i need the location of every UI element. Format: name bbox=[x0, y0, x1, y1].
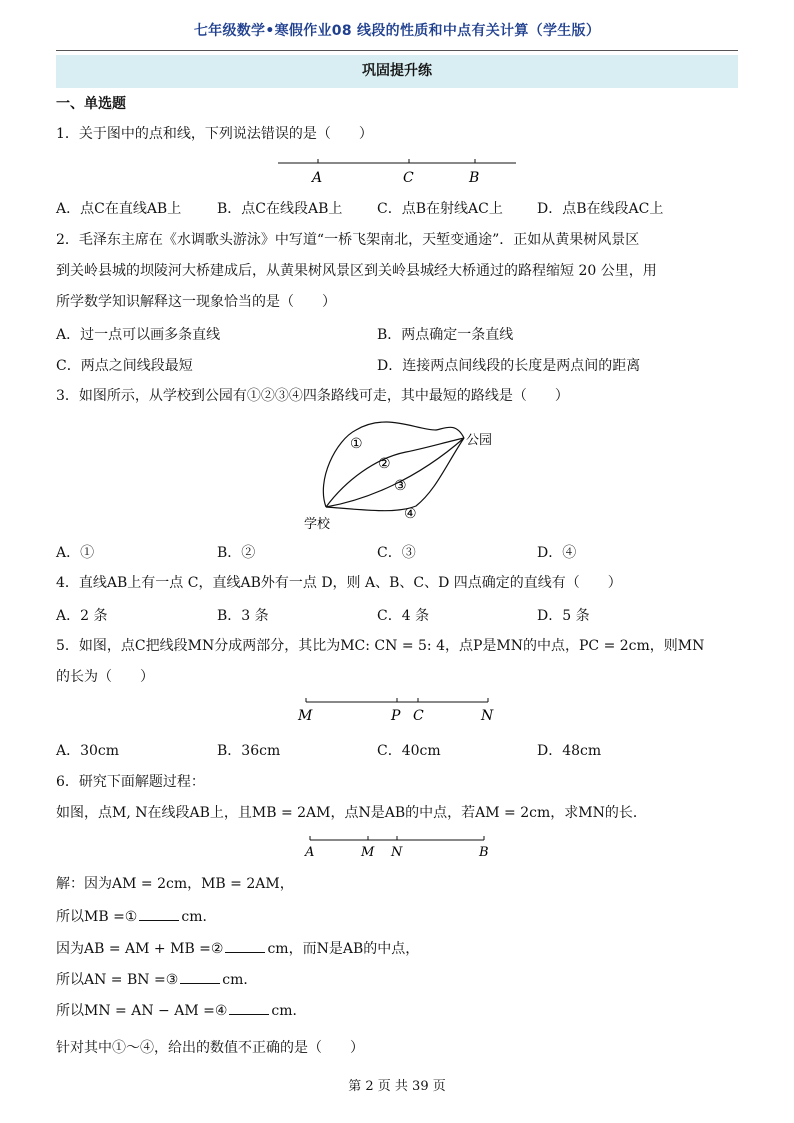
page-number: 第 2 页 共 39 页 bbox=[348, 1079, 446, 1094]
q4-option-b[interactable]: B．3 条 bbox=[217, 608, 269, 624]
q2-stem-line-3: 所学数学知识解释这一现象恰当的是（ ） bbox=[56, 294, 336, 310]
q2-stem-line-1: 2．毛泽东主席在《水调歌头游泳》中写道“一桥飞架南北，天堑变通途”．正如从黄果树风景区 bbox=[56, 232, 640, 248]
q4-option-a[interactable]: A．2 条 bbox=[56, 608, 108, 624]
q2-option-b[interactable]: B．两点确定一条直线 bbox=[377, 327, 514, 343]
q5-option-d[interactable]: D．48cm bbox=[537, 743, 602, 759]
q3-option-c[interactable]: C．③ bbox=[377, 545, 416, 561]
header-divider bbox=[56, 50, 738, 51]
q6-label-n: N bbox=[391, 845, 403, 860]
q1-label-b: B bbox=[469, 170, 480, 186]
q4-stem: 4．直线AB上有一点 C，直线AB外有一点 D，则 A、B、C、D 四点确定的直线有（ ） bbox=[56, 575, 622, 591]
route-4-path bbox=[326, 438, 464, 511]
q6-stem: 6．研究下面解题过程： bbox=[56, 774, 205, 790]
q5-label-m: M bbox=[298, 708, 313, 724]
q6-solution-line-1 bbox=[56, 874, 294, 894]
q1-option-c[interactable]: C．点B在射线AC上 bbox=[377, 201, 503, 217]
park-label: 公园 bbox=[466, 433, 493, 448]
q3-route-figure bbox=[296, 410, 516, 536]
q6-solution-unit: cm． bbox=[181, 909, 217, 925]
q1-label-a: A bbox=[312, 170, 323, 186]
q6-solution-text: 所以MB =① bbox=[56, 909, 138, 925]
q6-label-a: A bbox=[305, 845, 315, 860]
q1-stem: 1．关于图中的点和线，下列说法错误的是（ ） bbox=[56, 126, 373, 142]
school-label: 学校 bbox=[304, 517, 331, 532]
section-heading: 一、单选题 bbox=[56, 96, 126, 112]
route-2-label: ② bbox=[378, 456, 391, 472]
q5-option-b[interactable]: B．36cm bbox=[217, 743, 281, 759]
q6-solution-unit: cm，而N是AB的中点， bbox=[267, 941, 420, 957]
q2-option-d[interactable]: D．连接两点间线段的长度是两点间的距离 bbox=[377, 358, 641, 374]
q6-solution-line-5 bbox=[56, 1000, 307, 1021]
q6-problem: 如图，点M, N在线段AB上，且MB = 2AM，点N是AB的中点，若AM = 2cm，求MN的长． bbox=[56, 805, 647, 821]
q5-label-n: N bbox=[481, 708, 494, 724]
q5-option-c[interactable]: C．40cm bbox=[377, 743, 441, 759]
q2-option-c[interactable]: C．两点之间线段最短 bbox=[56, 358, 193, 374]
q2-option-a[interactable]: A．过一点可以画多条直线 bbox=[56, 327, 221, 343]
q6-solution-line-2 bbox=[56, 906, 216, 927]
q6-question: 针对其中①～④，给出的数值不正确的是（ ） bbox=[56, 1040, 364, 1056]
answer-blank-3[interactable] bbox=[180, 969, 220, 984]
q6-segment-figure bbox=[300, 832, 500, 862]
route-1-path bbox=[323, 422, 464, 507]
q3-option-b[interactable]: B．② bbox=[217, 545, 256, 561]
route-3-label: ③ bbox=[394, 478, 407, 494]
q6-label-b: B bbox=[479, 845, 489, 860]
q3-option-a[interactable]: A．① bbox=[56, 545, 95, 561]
q1-line-figure bbox=[270, 152, 530, 188]
q6-solution-line-4 bbox=[56, 969, 257, 990]
q6-solution-unit: cm． bbox=[222, 972, 258, 988]
q6-solution-text: 因为AB = AM + MB =② bbox=[56, 941, 224, 957]
q6-label-m: M bbox=[361, 845, 375, 860]
q4-option-d[interactable]: D．5 条 bbox=[537, 608, 590, 624]
q1-option-b[interactable]: B．点C在线段AB上 bbox=[217, 201, 343, 217]
route-4-label: ④ bbox=[404, 506, 417, 522]
q1-label-c: C bbox=[403, 170, 414, 186]
q3-stem: 3．如图所示，从学校到公园有①②③④四条路线可走，其中最短的路线是（ ） bbox=[56, 388, 569, 404]
q6-solution-text: 所以AN = BN =③ bbox=[56, 972, 179, 988]
q5-segment-figure bbox=[296, 694, 506, 726]
q6-solution-line-3 bbox=[56, 938, 419, 959]
answer-blank-2[interactable] bbox=[225, 938, 265, 953]
q5-stem-line-1: 5．如图，点C把线段MN分成两部分，其比为MC: CN = 5: 4，点P是MN的中点，PC = 2cm，则MN bbox=[56, 638, 705, 654]
q5-stem-line-2: 的长为（ ） bbox=[56, 669, 154, 685]
q6-solution-text: 所以MN = AN − AM =④ bbox=[56, 1003, 228, 1019]
answer-blank-1[interactable] bbox=[139, 906, 179, 921]
route-1-label: ① bbox=[350, 436, 363, 452]
q1-option-a[interactable]: A．点C在直线AB上 bbox=[56, 201, 182, 217]
q5-label-c: C bbox=[413, 708, 424, 724]
answer-blank-4[interactable] bbox=[229, 1000, 269, 1015]
section-band-label: 巩固提升练 bbox=[362, 63, 432, 79]
q3-option-d[interactable]: D．④ bbox=[537, 545, 577, 561]
q6-solution-unit: cm． bbox=[271, 1003, 307, 1019]
q6-solution-text: 解：因为AM = 2cm，MB = 2AM， bbox=[56, 876, 294, 892]
page-header-title: 七年级数学•寒假作业08 线段的性质和中点有关计算（学生版） bbox=[193, 23, 601, 39]
q4-option-c[interactable]: C．4 条 bbox=[377, 608, 430, 624]
q5-option-a[interactable]: A．30cm bbox=[56, 743, 120, 759]
q5-label-p: P bbox=[391, 708, 401, 724]
q2-stem-line-2: 到关岭县城的坝陵河大桥建成后，从黄果树风景区到关岭县城经大桥通过的路程缩短 20 公里，用 bbox=[56, 263, 657, 279]
section-band bbox=[56, 55, 738, 88]
q1-option-d[interactable]: D．点B在线段AC上 bbox=[537, 201, 664, 217]
